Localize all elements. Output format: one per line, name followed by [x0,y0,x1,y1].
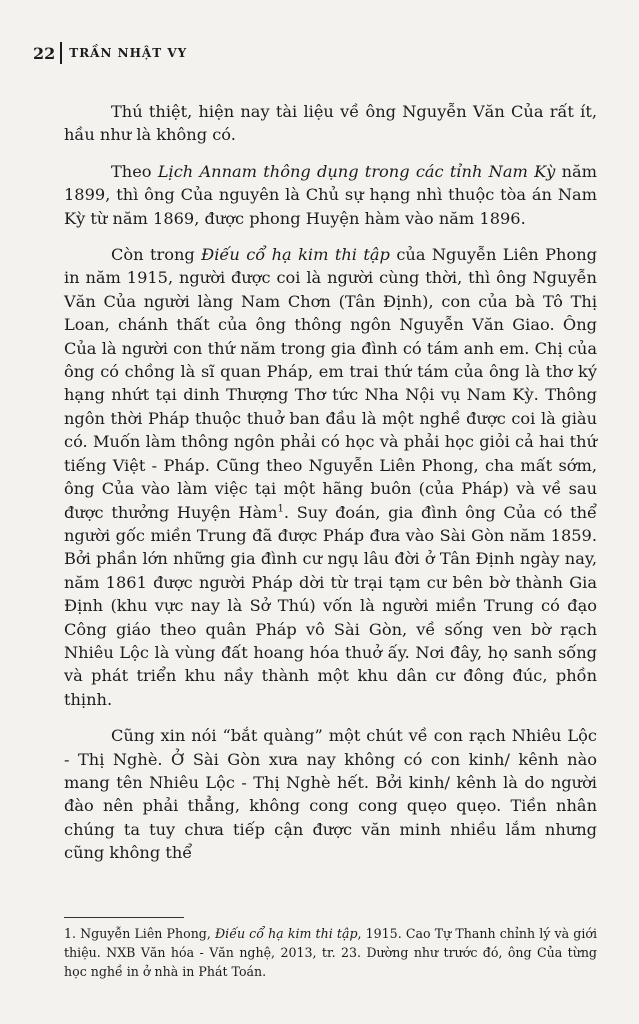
running-header [33,42,187,64]
p3-intro: Còn trong [111,245,202,265]
p2-book-title: Lịch Annam thông dụng trong các tỉnh Nam Kỳ [157,161,556,181]
paragraph-3 [64,243,597,711]
footnote-book-title: Điếu cổ hạ kim thi tập [215,926,358,941]
header-divider [60,42,62,64]
footnote [64,924,597,981]
footnote-ref: 1 [277,503,284,515]
p3-end: . Suy đoán, gia đình ông Của có thể người gốc miền Trung đã được Pháp đưa vào Sài Gòn năm 1859. Bởi phần lớn những gia đình cư ngụ lâu đời ở Tân Định ngày nay, năm 1861 được người Pháp dời từ trại tạm cư bên bờ thành Gia Định (khu vực nay là Sở Thú) vốn là người miền Trung có đạo Công giáo theo quân Pháp vô Sài Gòn, về sống ven bờ rạch Nhiêu Lộc là vùng đất hoang hóa thuở ấy. Nơi đây, họ sanh sống và phát triển khu nầy thành một khu dân cư đông đúc, phồn thịnh. [64,502,597,709]
body-text [64,100,597,865]
p2-intro: Theo [111,161,158,181]
footnote-rest: , 1915. Cao Tự Thanh chỉnh lý và giới thiệu. NXB Văn hóa - Văn nghệ, 2013, tr. 23. Dường như trước đó, ông Của từng học nghề in ở nhà in Phát Toán. [64,926,597,979]
page-number: 22 [33,43,56,63]
footnote-rule [64,917,184,918]
paragraph-4: Cũng xin nói “bắt quàng” một chút về con rạch Nhiêu Lộc - Thị Nghè. Ở Sài Gòn xưa nay không có con kinh/ kênh nào mang tên Nhiêu Lộc - Thị Nghè hết. Bởi kinh/ kênh là do người đào nên phải thẳng, không cong cong quẹo quẹo. Tiền nhân chúng ta tuy chưa tiếp cận được văn minh nhiều lắm nhưng cũng không thể [64,726,597,863]
paragraph-1: Thú thiệt, hiện nay tài liệu về ông Nguyễn Văn Của rất ít, hầu như là không có. [64,102,597,145]
p2-rest: năm 1899, thì ông Của nguyên là Chủ sự hạng nhì thuộc tòa án Nam Kỳ từ năm 1869, được phong Huyện hàm vào năm 1896. [64,161,597,228]
footnote-intro: 1. Nguyễn Liên Phong, [64,926,215,941]
paragraph-2 [64,160,597,230]
running-head-author: TRẦN NHẬT VY [69,46,188,60]
p3-mid: của Nguyễn Liên Phong in năm 1915, người được coi là người cùng thời, thì ông Nguyễn Văn Của người làng Nam Chơn (Tân Định), con của bà Tô Thị Loan, chánh thất của ông thông ngôn Nguyễn Văn Giao. Ông Của là người con thứ năm trong gia đình có tám anh em. Chị của ông có chồng là sĩ quan Pháp, em trai thứ tám của ông là thơ ký hạng nhứt tại dinh Thượng Thơ tức Nha Nội vụ Nam Kỳ. Thông ngôn thời Pháp thuộc thuở ban đầu là một nghề được coi là giàu có. Muốn làm thông ngôn phải có học và phải học giỏi cả hai thứ tiếng Việt - Pháp. Cũng theo Nguyễn Liên Phong, cha mất sớm, ông Của vào làm việc tại một hãng buôn (của Pháp) và về sau được thưởng Huyện Hàm [64,245,597,522]
p3-book-title: Điếu cổ hạ kim thi tập [201,245,390,265]
